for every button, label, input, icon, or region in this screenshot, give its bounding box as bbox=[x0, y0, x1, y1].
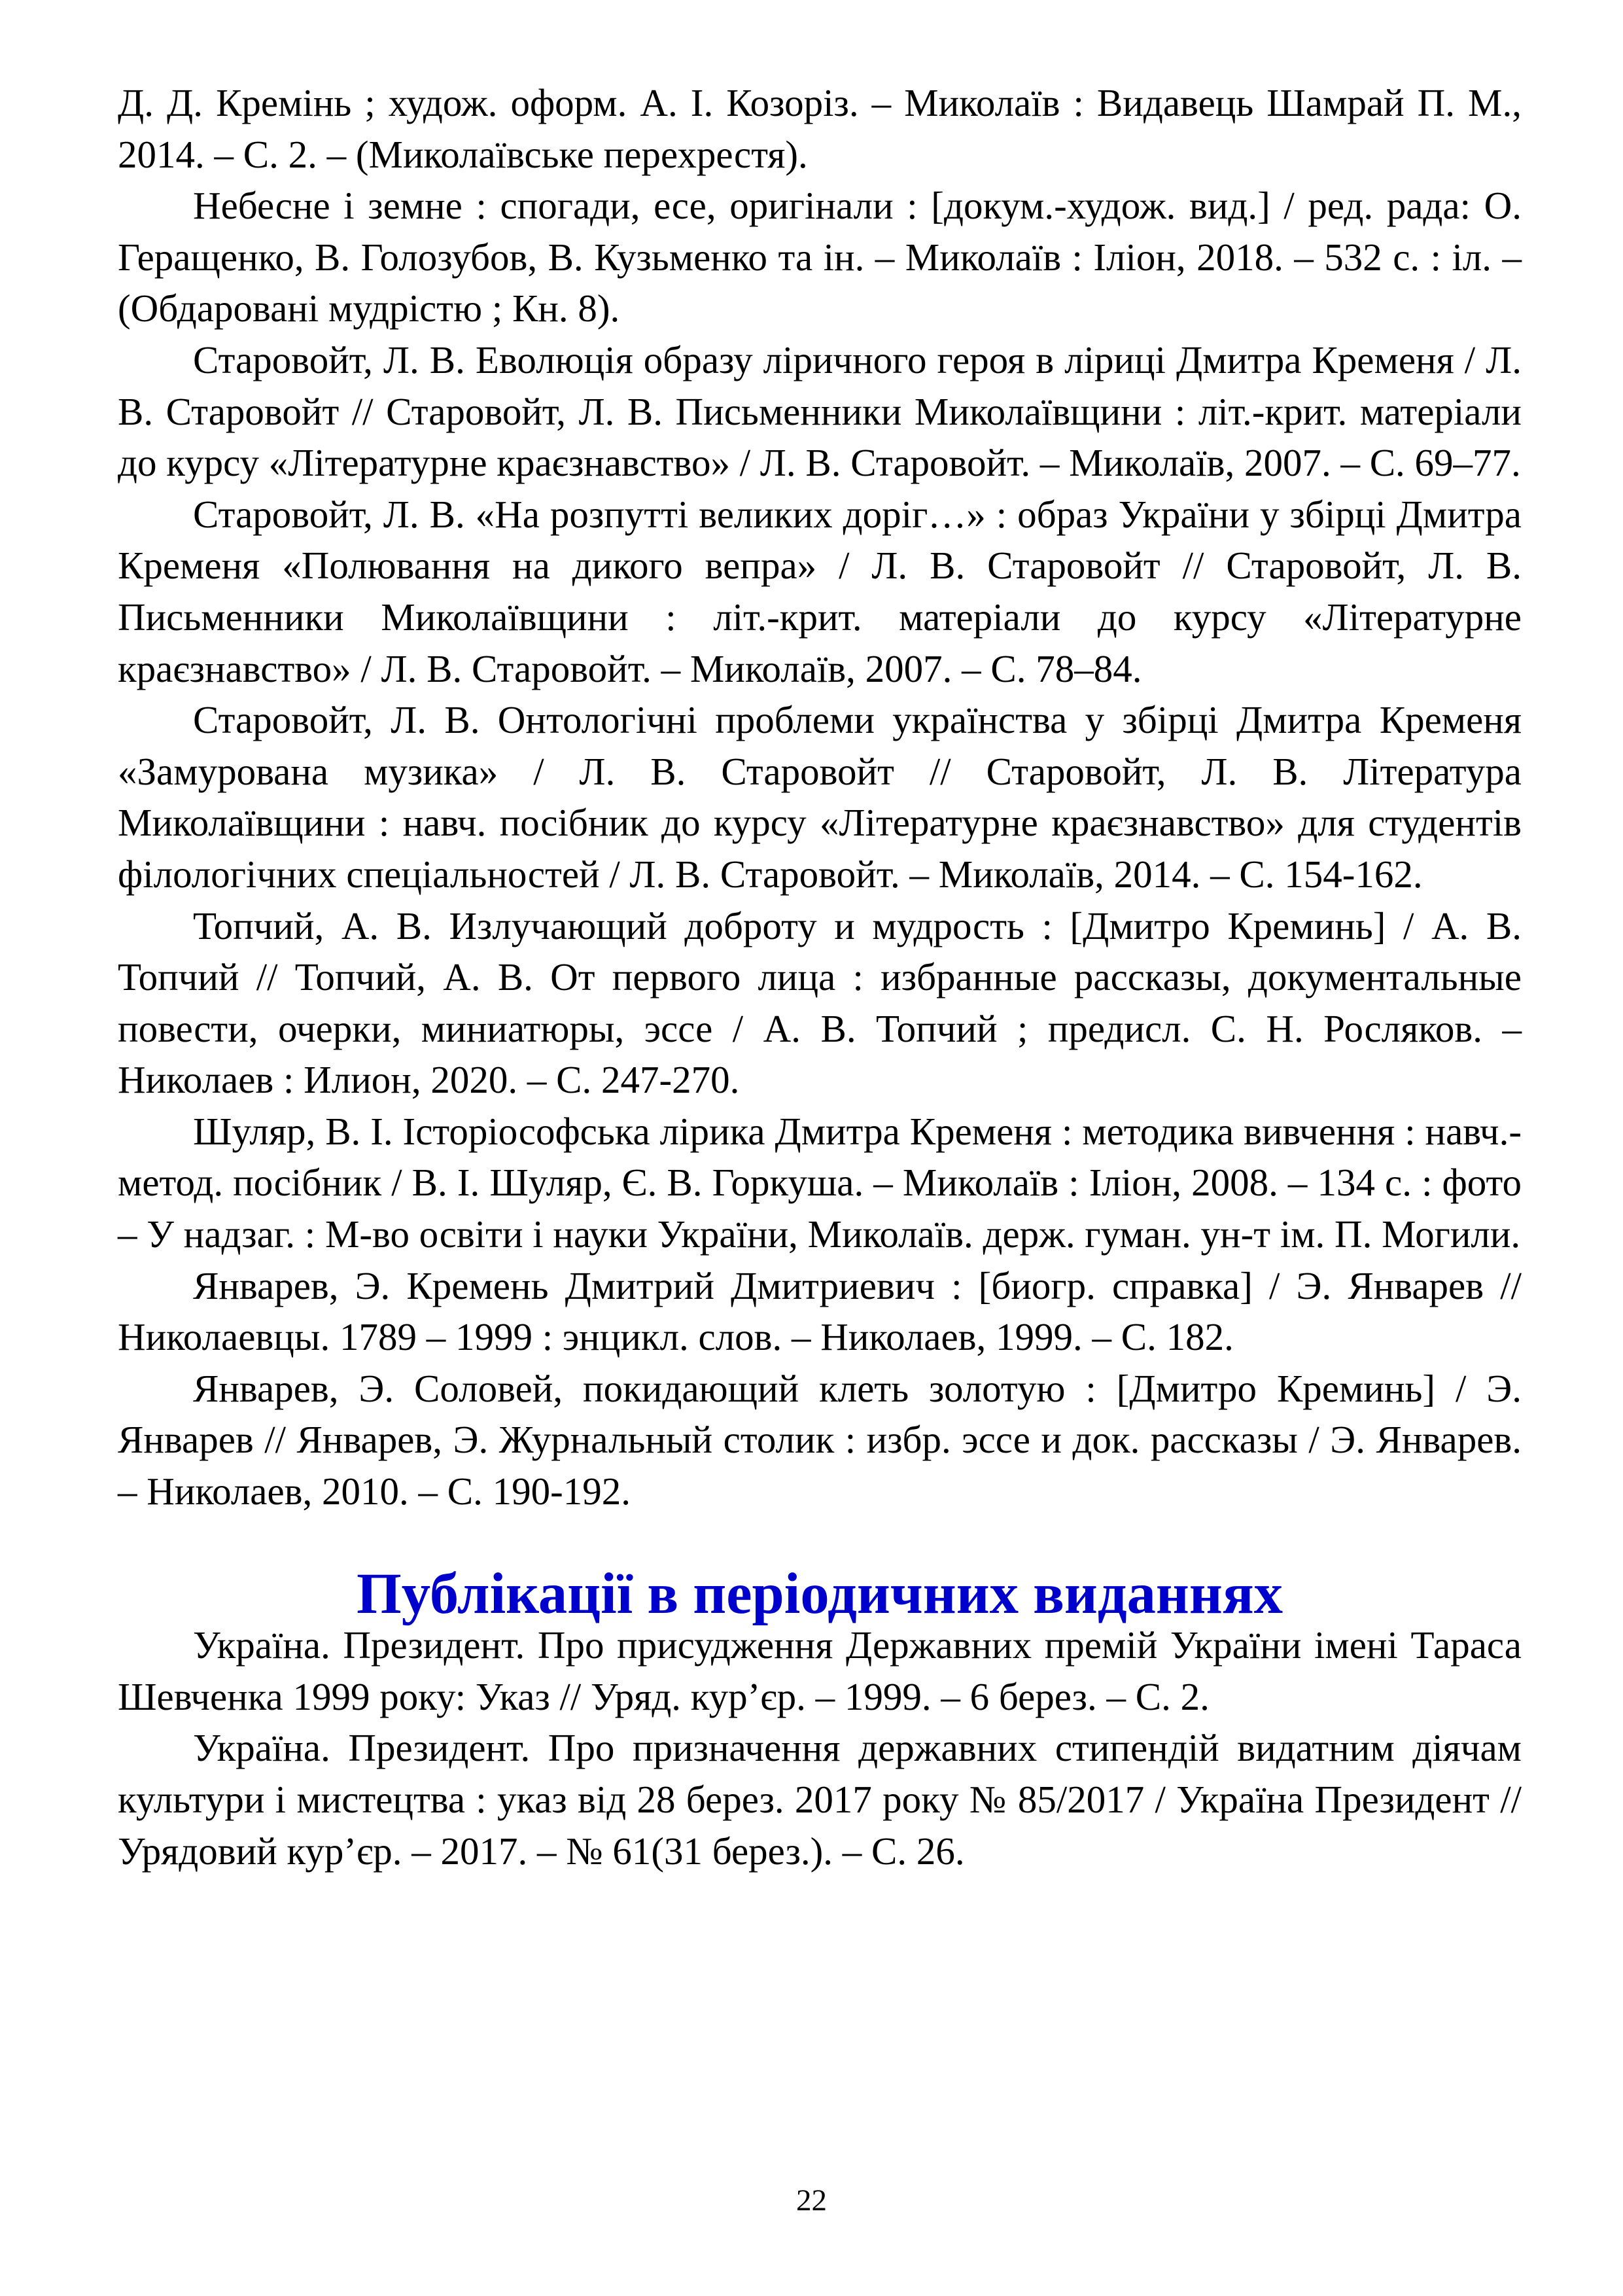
bibliography-entry: Январев, Э. Соловей, покидающий клеть золотую : [Дмитро Креминь] / Э. Январев // Январев, Э. Журнальный столик : избр. эссе и док. рассказы / Э. Январев. – Николаев, 2010. – С. 190-192. bbox=[118, 1366, 1522, 1513]
bibliography-entry: Январев, Э. Кремень Дмитрий Дмитриевич : [биогр. справка] / Э. Январев // Николаевцы. 1789 – 1999 : энцикл. слов. – Николаев, 1999. – С. 182. bbox=[118, 1263, 1522, 1359]
bibliography-entry: Небесне і земне : спогади, есе, оригінали : [докум.-худож. вид.] / ред. рада: О. Геращенко, В. Голозубов, В. Кузьменко та ін. – Миколаїв : Іліон, 2018. – 532 с. : іл. – (Обдаровані мудрістю ; Кн. 8). bbox=[118, 184, 1522, 330]
periodical-entry: Україна. Президент. Про присудження Державних премій України імені Тараса Шевченка 1999 року: Указ // Уряд. кур’єр. – 1999. – 6 берез. – С. 2. bbox=[118, 1623, 1522, 1718]
document-page bbox=[118, 77, 1522, 1877]
bibliography-entry: Старовойт, Л. В. «На розпутті великих доріг…» : образ України у збірці Дмитра Кременя «Полювання на дикого вепра» / Л. В. Старовойт // Старовойт, Л. В. Письменники Миколаївщини : літ.-крит. матеріали до курсу «Літературне краєзнавство» / Л. В. Старовойт. – Миколаїв, 2007. – С. 78–84. bbox=[118, 492, 1522, 690]
bibliography-entry: Шуляр, В. І. Історіософська лірика Дмитра Кременя : методика вивчення : навч.-метод. посібник / В. І. Шуляр, Є. В. Горкуша. – Миколаїв : Іліон, 2008. – 134 с. : фото – У надзаг. : М-во освіти і науки України, Миколаїв. держ. гуман. ун-т ім. П. Могили. bbox=[118, 1109, 1522, 1256]
bibliography-entry: Старовойт, Л. В. Онтологічні проблеми українства у збірці Дмитра Кременя «Замурована музика» / Л. В. Старовойт // Старовойт, Л. В. Література Миколаївщини : навч. посібник до курсу «Літературне краєзнавство» для студентів філологічних спеціальностей / Л. В. Старовойт. – Миколаїв, 2014. – С. 154-162. bbox=[118, 698, 1522, 896]
periodical-entry: Україна. Президент. Про призначення державних стипендій видатним діячам культури і мистецтва : указ від 28 берез. 2017 року № 85/2017 / Україна Президент // Урядовий кур’єр. – 2017. – № 61(31 берез.). – С. 26. bbox=[118, 1726, 1522, 1873]
bibliography-entry: Старовойт, Л. В. Еволюція образу ліричного героя в ліриці Дмитра Кременя / Л. В. Старовойт // Старовойт, Л. В. Письменники Миколаївщини : літ.-крит. матеріали до курсу «Літературне краєзнавство» / Л. В. Старовойт. – Миколаїв, 2007. – С. 69–77. bbox=[118, 338, 1522, 485]
bibliography-entry: Топчий, А. В. Излучающий доброту и мудрость : [Дмитро Креминь] / А. В. Топчий // Топчий, А. В. От первого лица : избранные рассказы, документальные повести, очерки, миниатюры, эссе / А. В. Топчий ; предисл. С. Н. Росляков. – Николаев : Илион, 2020. – С. 247-270. bbox=[118, 904, 1522, 1102]
page-number: 22 bbox=[796, 2183, 827, 2217]
section-title: Публікації в періодичних виданнях bbox=[356, 1561, 1283, 1626]
bibliography-entry: Д. Д. Кремінь ; худож. оформ. А. І. Козоріз. – Миколаїв : Видавець Шамрай П. М., 2014. – С. 2. – (Миколаївське перехрестя). bbox=[118, 81, 1522, 176]
